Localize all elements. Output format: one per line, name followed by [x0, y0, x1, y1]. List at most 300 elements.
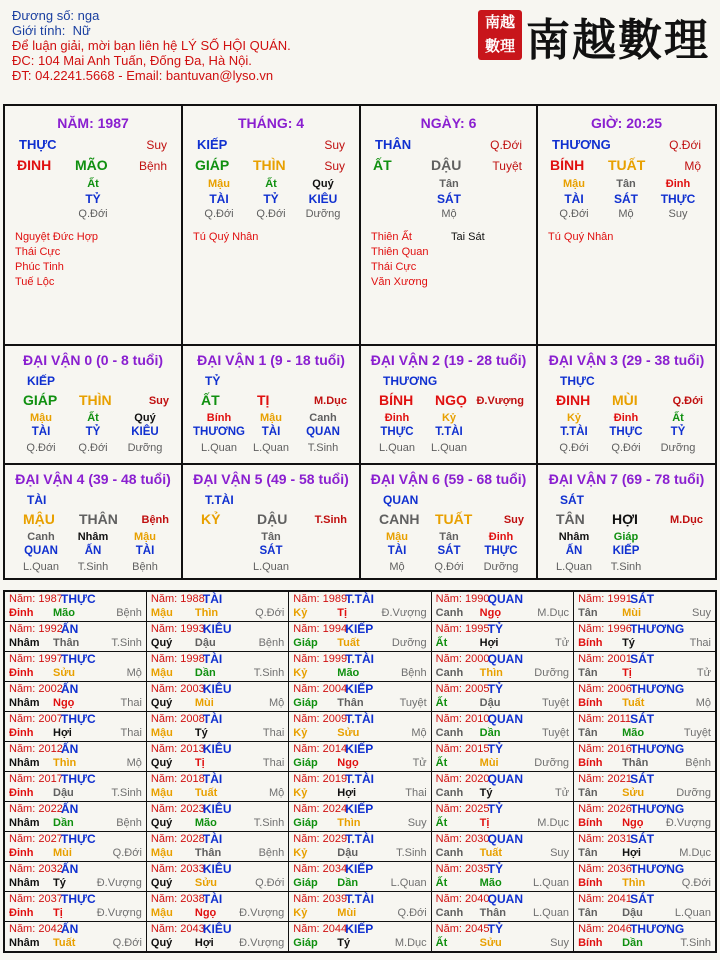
dai-van-god: THƯƠNG: [383, 374, 438, 388]
year-stage: Q.Đới: [681, 877, 711, 889]
dai-van-title: ĐẠI VẬN 0 (0 - 8 tuổi): [22, 352, 163, 368]
year-chi: Thân: [479, 907, 506, 919]
year-label: Năm: 2034: [293, 863, 348, 875]
dai-van-god: KIẾP: [27, 374, 56, 388]
hidden-god: SÁT: [614, 192, 638, 206]
year-cell: [289, 712, 431, 742]
dai-van-cell: [5, 465, 183, 580]
dai-van-stage: Suy: [503, 514, 524, 526]
year-god: SÁT: [630, 712, 655, 726]
year-can: Bính: [578, 697, 603, 709]
year-can: Kỷ: [293, 847, 308, 859]
year-label: Năm: 2022: [9, 803, 63, 815]
hidden-extra: Q.Đới: [559, 208, 589, 220]
year-cell-content: [574, 592, 715, 621]
year-can: Ất: [435, 697, 448, 709]
year-stage: Đ.Vượng: [665, 817, 711, 829]
year-label: Năm: 2036: [578, 863, 632, 875]
year-god: T.TÀI: [345, 892, 374, 906]
year-god: TÀI: [202, 772, 223, 786]
year-label: Năm: 2032: [9, 863, 63, 875]
year-row: [4, 591, 716, 622]
dai-van-god: THỰC: [560, 374, 595, 388]
pillar-god: THÂN: [375, 137, 412, 152]
year-god: THỰC: [61, 772, 96, 786]
year-god: THỰC: [61, 892, 96, 906]
year-cell: [574, 622, 716, 652]
year-cell: [146, 802, 288, 832]
year-chi: Tuất: [479, 847, 503, 859]
hidden-god: KIÊU: [131, 426, 159, 438]
year-cell: [431, 622, 573, 652]
year-can: Kỷ: [293, 907, 308, 919]
year-cell: [289, 802, 431, 832]
year-chi: Hợi: [337, 787, 357, 799]
year-stage: T.Sinh: [253, 817, 285, 829]
year-can: Tân: [578, 847, 598, 859]
year-stage: T.Sinh: [253, 667, 285, 679]
year-cell: [431, 772, 573, 802]
year-label: Năm: 2031: [578, 833, 632, 845]
year-cell-content: [432, 742, 573, 771]
year-label: Năm: 2002: [9, 683, 63, 695]
year-can: Canh: [435, 607, 464, 619]
year-cell-content: [5, 622, 146, 651]
hidden-extra: L.Quan: [555, 561, 593, 573]
year-label: Năm: 2010: [435, 713, 490, 725]
year-god: KIẾP: [345, 622, 374, 636]
hidden-stem: Tân: [439, 531, 459, 543]
hidden-extra: L.Quan: [378, 442, 416, 454]
year-label: Năm: 1994: [293, 623, 348, 635]
year-cell: [431, 742, 573, 772]
dai-van-title: ĐẠI VẬN 2 (19 - 28 tuổi): [370, 352, 527, 368]
year-cell: [146, 622, 288, 652]
year-row: [4, 712, 716, 742]
year-chi: Dần: [194, 667, 216, 679]
year-label: Năm: 1999: [293, 653, 348, 665]
logo-text: 南越數理: [526, 15, 710, 66]
year-cell-content: [5, 862, 146, 891]
year-stage: L.Quan: [390, 877, 427, 889]
year-label: Năm: 2008: [150, 713, 205, 725]
year-stage: Q.Đới: [255, 607, 285, 619]
year-chi: Mùi: [479, 757, 499, 769]
year-cell: [289, 892, 431, 922]
pillar-state: Q.Đới: [490, 138, 522, 152]
year-god: TỶ: [487, 922, 504, 936]
year-chi: Dần: [622, 937, 643, 949]
year-cell: [574, 922, 716, 953]
year-cell-content: [147, 742, 288, 771]
year-can: Giáp: [293, 937, 318, 949]
hidden-god: TÀI: [209, 192, 229, 206]
year-label: Năm: 2037: [9, 893, 63, 905]
year-chi: Sửu: [337, 727, 360, 739]
year-cell-content: [574, 682, 715, 711]
year-cell-content: [147, 592, 288, 621]
hidden-stem: Đinh: [488, 531, 514, 543]
year-cell: [4, 591, 146, 622]
pillar-stage: Mộ: [684, 159, 701, 173]
hidden-god: SÁT: [437, 545, 461, 557]
hidden-extra: Bệnh: [132, 561, 158, 573]
year-chi: Ngọ: [479, 607, 502, 619]
year-cell: [4, 892, 146, 922]
year-stage: Q.Đới: [112, 847, 142, 859]
year-label: Năm: 2044: [293, 923, 348, 935]
dai-van-title: ĐẠI VẬN 1 (9 - 18 tuổi): [197, 352, 345, 368]
year-cell: [574, 802, 716, 832]
year-stage: Suy: [407, 817, 427, 829]
year-cell-content: [289, 592, 430, 621]
year-god: THƯƠNG: [630, 742, 685, 756]
year-stage: Mộ: [126, 757, 142, 769]
year-cell-content: [289, 742, 430, 771]
year-stage: Q.Đới: [397, 907, 427, 919]
star-item: Phúc Tinh: [15, 261, 64, 273]
pillar-title: GIỜ: 20:25: [590, 115, 663, 131]
hidden-god: KIẾP: [612, 545, 640, 557]
dai-van-can: KỶ: [201, 511, 221, 527]
year-god: TỶ: [487, 682, 504, 696]
dai-van-can: ẤT: [201, 392, 220, 408]
hidden-god: TÀI: [387, 545, 407, 557]
year-can: Đinh: [9, 607, 34, 619]
year-chi: Dậu: [622, 907, 643, 919]
pillar-cell: [361, 106, 538, 346]
year-cell: [289, 862, 431, 892]
year-label: Năm: 2042: [9, 923, 63, 935]
year-stage: Suy: [692, 607, 711, 619]
year-stage: Tử: [412, 757, 427, 769]
year-cell: [146, 832, 288, 862]
year-god: QUAN: [487, 832, 524, 846]
year-chi: Mùi: [53, 847, 72, 859]
red-seal: 南越 數理: [478, 10, 522, 60]
star-item: Tú Quý Nhân: [193, 231, 259, 243]
hidden-stem: Mậu: [208, 178, 230, 190]
hidden-stem: Tân: [616, 178, 636, 190]
dai-van-cell: [538, 465, 715, 580]
year-god: THƯƠNG: [630, 802, 685, 816]
year-god: SÁT: [630, 892, 655, 906]
year-can: Canh: [435, 907, 464, 919]
year-chi: Mão: [337, 667, 360, 679]
year-stage: M.Dục: [394, 937, 427, 949]
year-can: Giáp: [293, 757, 318, 769]
dai-van-chi: TUẤT: [435, 511, 473, 527]
dai-van-cell: [183, 346, 361, 465]
year-can: Mậu: [150, 667, 173, 679]
year-label: Năm: 2033: [150, 863, 205, 875]
year-chi: Hợi: [622, 847, 641, 859]
year-can: Bính: [578, 877, 603, 889]
star-item: Thái Cực: [15, 246, 61, 258]
hidden-extra: Q.Đới: [78, 442, 108, 454]
year-cell: [431, 652, 573, 682]
year-stage: Thai: [689, 637, 711, 649]
pillar-cell: [5, 106, 183, 346]
year-label: Năm: 2012: [9, 743, 63, 755]
dai-van-stage: M.Dục: [670, 514, 703, 526]
hidden-stem: Quý: [312, 178, 334, 190]
year-stage: Mộ: [411, 727, 427, 739]
year-god: THƯƠNG: [630, 922, 685, 936]
year-can: Ất: [435, 757, 448, 769]
year-cell-content: [432, 592, 573, 621]
year-stage: M.Dục: [537, 607, 570, 619]
year-god: KIẾP: [345, 742, 374, 756]
year-chi: Dần: [53, 817, 74, 829]
hidden-extra: T.Sinh: [307, 442, 339, 454]
year-god: KIẾP: [345, 862, 374, 876]
hidden-god: TÀI: [261, 426, 281, 438]
dai-van-title: ĐẠI VẬN 6 (59 - 68 tuổi): [370, 471, 527, 487]
year-cell: [4, 712, 146, 742]
year-label: Năm: 2026: [578, 803, 632, 815]
dai-van-can: CANH: [379, 511, 420, 527]
hidden-god: ẤN: [565, 545, 583, 557]
hidden-stem: Tân: [439, 178, 459, 190]
year-cell: [289, 591, 431, 622]
year-god: SÁT: [630, 832, 655, 846]
dai-van-chi: THÌN: [79, 392, 112, 408]
year-chi: Mão: [622, 727, 645, 739]
year-god: SÁT: [630, 652, 655, 666]
year-label: Năm: 2000: [435, 653, 490, 665]
year-label: Năm: 1993: [150, 623, 205, 635]
year-god: ẤN: [61, 922, 79, 936]
year-cell-content: [574, 652, 715, 681]
year-god: ẤN: [61, 682, 79, 696]
year-cell-content: [5, 652, 146, 681]
year-cell: [289, 772, 431, 802]
year-label: Năm: 2003: [150, 683, 205, 695]
year-cell: [289, 742, 431, 772]
year-cell-content: [432, 892, 573, 921]
year-god: TỶ: [487, 742, 504, 756]
gender-value: Nữ: [72, 23, 91, 38]
year-god: KIẾP: [345, 802, 374, 816]
year-can: Mậu: [150, 607, 173, 619]
year-label: Năm: 2046: [578, 923, 632, 935]
year-can: Bính: [578, 637, 603, 649]
year-label: Năm: 2043: [150, 923, 205, 935]
hidden-extra: Q.Đới: [559, 442, 589, 454]
year-cell: [4, 802, 146, 832]
year-cell-content: [147, 862, 288, 891]
year-stage: Đ.Vượng: [96, 877, 142, 889]
year-label: Năm: 2004: [293, 683, 348, 695]
year-label: Năm: 2038: [150, 893, 205, 905]
year-stage: Tuyệt: [683, 727, 711, 739]
year-can: Nhâm: [9, 817, 40, 829]
year-chi: Tị: [194, 757, 205, 769]
year-cell: [431, 682, 573, 712]
dai-van-can: TÂN: [556, 511, 585, 527]
year-god: QUAN: [487, 892, 524, 906]
pillar-chi: DẬU: [431, 157, 462, 173]
year-can: Giáp: [293, 817, 318, 829]
year-stage: L.Quan: [532, 907, 570, 919]
hidden-extra: L.Quan: [200, 442, 238, 454]
star-item: Nguyệt Đức Hợp: [15, 231, 99, 243]
year-can: Kỷ: [293, 607, 308, 619]
pillar-chi: TUẤT: [608, 157, 646, 173]
pillar-title: THÁNG: 4: [237, 115, 305, 131]
year-cell: [574, 862, 716, 892]
year-label: Năm: 1998: [150, 653, 205, 665]
hidden-extra: Q.Đới: [256, 208, 286, 220]
year-cell-content: [432, 922, 573, 951]
year-chi: Tị: [53, 907, 63, 919]
year-can: Quý: [150, 637, 173, 649]
year-chi: Tị: [337, 607, 348, 619]
year-label: Năm: 2013: [150, 743, 205, 755]
hidden-god: THỰC: [380, 426, 414, 438]
pillar-chi: THÌN: [253, 157, 286, 173]
year-chi: Dậu: [53, 787, 74, 799]
year-cell: [431, 591, 573, 622]
year-can: Đinh: [9, 907, 34, 919]
year-stage: L.Quan: [532, 877, 570, 889]
year-cell: [289, 832, 431, 862]
year-cell: [574, 892, 716, 922]
hidden-stem: Nhâm: [558, 531, 590, 543]
year-row: [4, 652, 716, 682]
year-god: TÀI: [202, 712, 223, 726]
year-cell: [146, 742, 288, 772]
year-stage: Bệnh: [258, 847, 285, 859]
year-label: Năm: 2030: [435, 833, 490, 845]
pillar-state: Suy: [146, 138, 167, 152]
hidden-extra: Suy: [668, 208, 688, 220]
pillar-god: THƯƠNG: [552, 137, 611, 152]
chart-grid: [3, 104, 717, 580]
hidden-god: SÁT: [437, 192, 461, 206]
year-cell: [574, 591, 716, 622]
year-cell: [4, 772, 146, 802]
year-cell-content: [5, 802, 146, 831]
dai-van-god: T.TÀI: [205, 493, 234, 507]
year-label: Năm: 1991: [578, 593, 632, 605]
year-god: QUAN: [487, 592, 524, 606]
star-item-right: Tai Sát: [451, 231, 485, 243]
year-cell-content: [289, 772, 430, 801]
hidden-extra: Q.Đới: [78, 208, 108, 220]
year-can: Kỷ: [293, 727, 308, 739]
dai-van-chi: DẬU: [257, 511, 288, 527]
year-chi: Hợi: [194, 937, 214, 949]
dai-van-chi: NGỌ: [435, 392, 467, 408]
year-cell: [146, 862, 288, 892]
year-label: Năm: 2041: [578, 893, 632, 905]
hidden-god: THỰC: [660, 192, 696, 206]
year-god: SÁT: [630, 772, 655, 786]
year-label: Năm: 2007: [9, 713, 63, 725]
hidden-extra: T.Sinh: [77, 561, 109, 573]
year-chi: Ngọ: [53, 697, 75, 709]
year-stage: Tử: [554, 637, 570, 649]
owner-label: Đương số:: [12, 8, 75, 23]
year-cell-content: [574, 622, 715, 651]
year-god: T.TÀI: [345, 592, 374, 606]
year-cell: [289, 922, 431, 953]
dai-van-god: TỶ: [205, 374, 221, 388]
year-chi: Ngọ: [194, 907, 217, 919]
year-can: Nhâm: [9, 757, 40, 769]
year-can: Ất: [435, 817, 448, 829]
hidden-god: T.TÀI: [435, 426, 463, 438]
year-cell-content: [574, 862, 715, 891]
year-chi: Thân: [622, 757, 649, 769]
hidden-stem: Canh: [27, 531, 55, 543]
pillar-chi: MÃO: [75, 157, 108, 173]
year-stage: Đ.Vượng: [239, 937, 285, 949]
year-chi: Hợi: [479, 637, 499, 649]
year-chi: Dần: [337, 877, 359, 889]
year-god: TÀI: [202, 652, 223, 666]
year-chi: Mùi: [194, 697, 214, 709]
year-god: THƯƠNG: [630, 862, 685, 876]
year-can: Quý: [150, 877, 173, 889]
year-chi: Sửu: [622, 787, 645, 799]
dai-van-cell: [538, 346, 715, 465]
star-item: Thiên Ất: [371, 231, 412, 243]
hidden-god: TỶ: [670, 426, 686, 438]
year-stage: Dưỡng: [676, 787, 711, 799]
year-chi: Dần: [479, 727, 501, 739]
year-cell: [4, 622, 146, 652]
year-can: Giáp: [293, 697, 318, 709]
year-chi: Ngọ: [337, 757, 359, 769]
year-god: TÀI: [202, 592, 223, 606]
hidden-stem: Mậu: [30, 412, 52, 424]
year-label: Năm: 2014: [293, 743, 348, 755]
year-label: Năm: 2018: [150, 773, 205, 785]
year-god: TỶ: [487, 802, 504, 816]
dai-van-title: ĐẠI VẬN 5 (49 - 58 tuổi): [193, 471, 349, 487]
year-cell: [4, 862, 146, 892]
hidden-god: ẤN: [84, 545, 102, 557]
hidden-god: KIÊU: [308, 192, 338, 206]
year-god: THƯƠNG: [630, 622, 685, 636]
pillar-stage: Suy: [324, 159, 345, 173]
year-can: Mậu: [150, 847, 173, 859]
year-label: Năm: 2024: [293, 803, 348, 815]
year-cell-content: [574, 772, 715, 801]
year-cell-content: [574, 922, 715, 951]
hidden-extra: Mộ: [389, 561, 405, 573]
hidden-god: THỰC: [609, 426, 643, 438]
hidden-stem: Nhâm: [77, 531, 109, 543]
year-stage: L.Quan: [674, 907, 711, 919]
year-row: [4, 892, 716, 922]
hidden-stem: Giáp: [613, 531, 639, 543]
pillar-god: THỰC: [19, 137, 57, 152]
year-cell: [4, 652, 146, 682]
year-chi: Tý: [337, 937, 351, 949]
year-cell-content: [289, 622, 430, 651]
dai-van-can: ĐINH: [556, 392, 591, 408]
year-cell: [431, 712, 573, 742]
year-chi: Mão: [479, 877, 502, 889]
year-label: Năm: 2045: [435, 923, 490, 935]
year-label: Năm: 2020: [435, 773, 490, 785]
year-chi: Dậu: [479, 697, 501, 709]
year-cell: [146, 892, 288, 922]
